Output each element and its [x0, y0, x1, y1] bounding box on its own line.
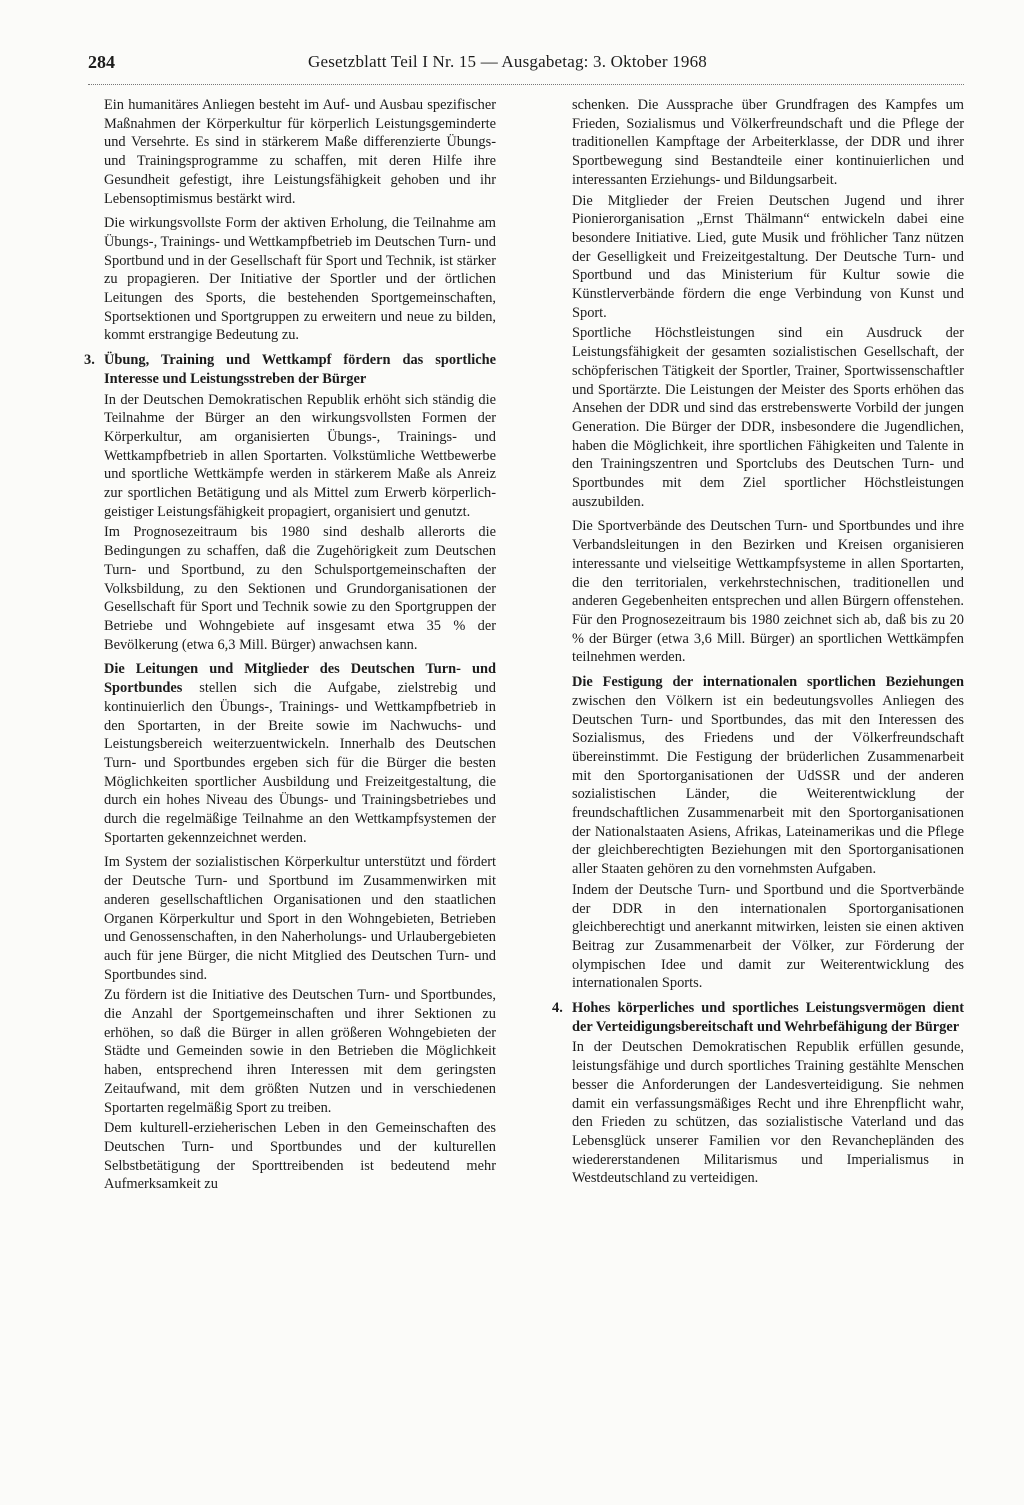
- paragraph: Ein humanitäres Anliegen besteht im Auf- und Ausbau spezifischer Maßnahmen der Körperkultur für körperlich Leistungsgeminderte und Versehrte. Es sind in stärkerem Maße differenzierte Übungs- und Trainingsprogramme zu schaffen, mit deren Hilfe ihre Gesundheit gefestigt, ihre Leistungsfähigkeit gehoben und ihr Lebensoptimismus bestärkt wird.: [104, 97, 496, 207]
- paragraph-text: stellen sich die Aufgabe, zielstrebig und kontinuierlich den Übungs-, Trainings- und Wettkampfbetrieb in den Sportarten, in der Breite sowie im Nachwuchs- und Leistungsbereich weiterzuentwickeln. Innerhalb des Deutschen Turn- und Sportbundes ergeben sich für die Bürger die besten Möglichkeiten sportlicher Ausbildung und Freizeitgestaltung, die durch ein hohes Niveau des Übungs- und Trainingsbetriebes und durch die regelmäßige Teilnahme an den Wettkampfsystemen der Sportarten gekennzeichnet werden.: [104, 680, 496, 846]
- section-number: 3.: [84, 352, 95, 369]
- section-heading-4: [552, 999, 964, 1036]
- paragraph: Indem der Deutsche Turn- und Sportbund und die Sportverbände der DDR in den internationalen Sportorganisationen gleichberechtigt und anerkannt mitwirken, leisten sie einen aktiven Beitrag zur Zusammenarbeit der Völker, zur Förderung der olympischen Idee und damit zur Weiterentwicklung des internationalen Sports.: [572, 881, 964, 992]
- paragraph: [104, 660, 496, 847]
- paragraph: Die Mitglieder der Freien Deutschen Jugend und ihrer Pionierorganisation „Ernst Thälmann“ entwickeln dabei eine besondere Initiative. Lied, gute Musik und fröhlicher Tanz nützen der Geselligkeit und Freizeitgestaltung. Der Deutsche Turn- und Sportbund und das Ministerium für Kultur sowie die Künstlerverbände fördern die enge Verbindung von Kunst und Sport.: [572, 192, 964, 321]
- paragraph: Die Sportverbände des Deutschen Turn- und Sportbundes und ihre Verbandsleitungen in den Bezirken und Kreisen organisieren interessante und vielseitige Wettkampfsysteme in allen Sportarten, die den territorialen, verkehrstechnischen, traditionellen und anderen Gegebenheiten entsprechen und allen Bürgern offenstehen. Für den Prognosezeitraum bis 1980 zeichnet sich ab, daß bis zu 20 % der Bürger (etwa 3,6 Mill. Bürger) an sportlichen Wettkämpfen teilnehmen werden.: [572, 518, 964, 666]
- page-number: 284: [88, 52, 115, 72]
- section-number: 4.: [552, 1000, 563, 1017]
- left-column: [84, 96, 496, 1200]
- section-title: Hohes körperliches und sportliches Leistungsvermögen dient der Verteidigungsbereitschaft und Wehrbefähigung der Bürger: [572, 1000, 964, 1035]
- header-rule: [88, 84, 964, 85]
- emphasis: Die Leitungen und Mitglieder des Deutschen Turn- und Sportbundes: [104, 661, 496, 697]
- paragraph: In der Deutschen Demokratischen Republik erhöht sich ständig die Teilnahme der Bürger an den wirkungsvollsten Formen der Körperkultur, am organisierten Übungs-, Trainings- und Wettkampfbetrieb in allen Sportarten. Volkstümliche Wettbewerbe und sportliche Wettkämpfe werden in stärkerem Maße als Anreiz zur sportlichen Betätigung und als Mittel zum Erwerb körperlich-geistiger Leistungsfähigkeit propagiert, organisiert und genutzt.: [104, 391, 496, 520]
- emphasis: Die Festigung der internationalen sportlichen Beziehungen: [572, 674, 964, 691]
- paragraph: Die wirkungsvollste Form der aktiven Erholung, die Teilnahme am Übungs-, Trainings- und Wettkampfbetrieb im Deutschen Turn- und Sportbund und in der Gesellschaft für Sport und Technik, ist stärker zu propagieren. Der Initiative der Sportler und der örtlichen Leitungen des Sports, die bestehenden Sportgemeinschaften, Sportsektionen und Sportgruppen zu erweitern und neue zu bilden, kommt erstrangige Bedeutung zu.: [104, 215, 496, 344]
- section-heading-3: [84, 351, 496, 388]
- running-head: Gesetzblatt Teil I Nr. 15 — Ausgabetag: 3. Oktober 1968: [308, 52, 708, 71]
- page-header: [88, 52, 960, 80]
- paragraph: [572, 673, 964, 879]
- paragraph-text: zwischen den Völkern ist ein bedeutungsvolles Anliegen des Deutschen Turn- und Sportbundes, das mit den Interessen des Sozialismus, des Friedens und der Völkerfreundschaft übereinstimmt. Die Festigung der brüderlichen Zusammenarbeit mit den Sportorganisationen der UdSSR und der anderen sozialistischen Länder, die Weiterentwicklung der freundschaftlichen Zusammenarbeit mit den Sportorganisationen der Nationalstaaten Asiens, Afrikas, Lateinamerikas und die Pflege der gleichberechtigten Beziehungen mit den Sportorganisationen aller Staaten gehören zu den vornehmsten Aufgaben.: [572, 692, 964, 878]
- right-column: [552, 96, 964, 1194]
- paragraph: Im System der sozialistischen Körperkultur unterstützt und fördert der Deutsche Turn- und Sportbund im Zusammenwirken mit anderen gesellschaftlichen Organisationen und den staatlichen Organen Körperkultur und Sport in den Wohngebieten, Betrieben und Genossenschaften, in den Naherholungs- und Urlaubergebieten auch für jene Bürger, die nicht Mitglied des Deutschen Turn- und Sportbundes sind.: [104, 854, 496, 983]
- paragraph: Sportliche Höchstleistungen sind ein Ausdruck der Leistungsfähigkeit der gesamten sozialistischen Gesellschaft, der schöpferischen Tätigkeit der Sportler, Trainer, Sportwissenschaftler und Sportärzte. Die Leistungen der Meister des Sports erhöhen das Ansehen der DDR und sind das erstrebenswerte Vorbild der jungen Generation. Die Bürger der DDR, insbesondere die Jugendlichen, haben die Möglichkeit, ihre sportlichen Fähigkeiten und Talente in den Trainingszentren und Sportclubs des Deutschen Turn- und Sportbundes mit dem Ziel sportlicher Höchstleistungen auszubilden.: [572, 325, 964, 510]
- paragraph: Dem kulturell-erzieherischen Leben in den Gemeinschaften des Deutschen Turn- und Sportbundes und der kulturellen Selbstbetätigung der Sporttreibenden ist bedeutend mehr Aufmerksamkeit zu: [104, 1120, 496, 1193]
- paragraph: Im Prognosezeitraum bis 1980 sind deshalb allerorts die Bedingungen zu schaffen, daß die Zugehörigkeit zum Deutschen Turn- und Sportbund, zu den Schulsportgemeinschaften der Volksbildung, zu den Sektionen und Grundorganisationen der Gesellschaft für Sport und Technik sowie zu den Sportgruppen der Betriebe und Wohngebiete auf insgesamt etwa 35 % der Bevölkerung (etwa 6,3 Mill. Bürger) anwachsen kann.: [104, 524, 496, 653]
- section-title: Übung, Training und Wettkampf fördern das sportliche Interesse und Leistungsstreben der Bürger: [104, 352, 496, 387]
- paragraph: Zu fördern ist die Initiative des Deutschen Turn- und Sportbundes, die Anzahl der Sportgemeinschaften und ihrer Sektionen zu erhöhen, so daß die Bürger in allen größeren Wohngebieten der Städte und Gemeinden sowie in den Betrieben die Möglichkeit haben, entsprechend ihren Interessen mit dem geringsten Zeitaufwand, mit dem größten Nutzen und in verschiedenen Sportarten regelmäßig Sport zu treiben.: [104, 987, 496, 1116]
- paragraph: schenken. Die Aussprache über Grundfragen des Kampfes um Frieden, Sozialismus und Völkerfreundschaft und die Pflege der traditionellen Kampftage der Arbeiterklasse, der DDR und ihrer Sportbewegung sind Bestandteile einer kontinuierlichen und interessanten Erziehungs- und Bildungsarbeit.: [572, 97, 964, 188]
- paragraph: In der Deutschen Demokratischen Republik erfüllen gesunde, leistungsfähige und durch sportliches Training gestählte Menschen besser die Anforderungen der Landesverteidigung. Sie nehmen damit ein verfassungsmäßiges Recht und ihre Ehrenpflicht wahr, den Frieden zu schützen, das sozialistische Vaterland und das Lebensglück unserer Familien vor den Revanchepländen des wiedererstandenen Militarismus und Imperialismus in Westdeutschland zu verteidigen.: [572, 1039, 964, 1187]
